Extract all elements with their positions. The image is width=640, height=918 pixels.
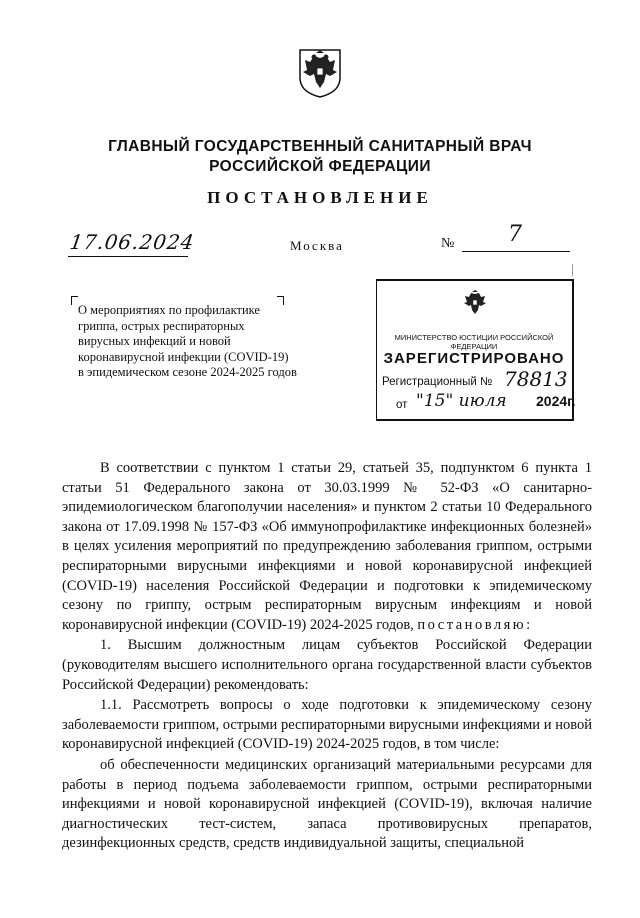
date-underline [68,256,188,257]
russian-coat-of-arms-icon [298,48,342,98]
org-title-line1: ГЛАВНЫЙ ГОСУДАРСТВЕННЫЙ САНИТАРНЫЙ ВРАЧ [108,138,532,155]
resolution-keyword: постановляю: [417,616,533,633]
document-number: 7 [508,222,522,247]
stamp-registered: ЗАРЕГИСТРИРОВАНО [383,350,565,367]
paragraph-1-1-a: об обеспеченности медицинских организаций материальными ресурсами для работы в период подъема заболеваемости гриппом, острыми респираторными инфекциями и новой коронавирусной инфекцией (COVID-19), включая наличие диагностических тест-систем, запаса противовирусных препаратов, дезинфекционных средств, средств индивидуальной защиты, специальной [62,756,592,852]
document-body [62,459,592,854]
org-title-line2: РОССИЙСКОЙ ФЕДЕРАЦИИ [209,158,431,175]
number-underline [462,251,570,252]
title-line: вирусных инфекций и новой [78,334,231,348]
stamp-ministry: МИНИСТЕРСТВО ЮСТИЦИИ РОССИЙСКОЙ ФЕДЕРАЦИИ [394,333,554,351]
stamp-date: "15" июля [416,391,507,411]
paragraph-1: 1. Высшим должностным лицам субъектов Российской Федерации (руководителям высшего исполнительного органа государственной власти субъектов Российской Федерации) рекомендовать: [62,637,592,693]
stamp-reg-number: 78813 [504,367,568,391]
margin-mark [572,264,574,276]
title-line: коронавирусной инфекции (COVID-19) [78,349,289,364]
stamp-reg-label: Регистрационный № [382,376,493,388]
paragraph-preamble [62,459,592,635]
city: Москва [290,238,344,253]
number-label: № [441,236,455,251]
document-title [78,303,318,381]
preamble-text: В соответствии с пунктом 1 статьи 29, статьей 35, подпунктом 6 пункта 1 статьи 51 Федерального закона от 30.03.1999 № 52-ФЗ «О санитарно-эпидемиологическом благополучии населения» и пунктом 2 статьи 10 Федерального закона от 17.09.1998 № 157-ФЗ «Об иммунопрофилактике инфекционных болезней» в целях усиления мероприятий по предупреждению заболевания гриппом, острыми респираторными вирусными инфекциями и новой коронавирусной инфекцией (COVID-19) населения Российской Федерации и подготовки к эпидемическому сезону по гриппу, острым респираторным вирусным инфекциям и новой коронавирусной инфекции (COVID-19) 2024-2025 годов, [62,460,592,633]
title-line: в эпидемическом сезоне 2024-2025 годов [78,365,297,379]
title-bracket-left [71,296,78,305]
title-line: О мероприятиях по профилактике [78,303,260,317]
paragraph-1-1: 1.1. Рассмотреть вопросы о ходе подготовки к эпидемическому сезону заболеваемости гриппом, острыми респираторными вирусными инфекциями и новой коронавирусной инфекцией (COVID-19) 2024-2025 годов, в том числе: [62,697,592,753]
stamp-from-label: от [396,399,408,411]
document-type: ПОСТАНОВЛЕНИЕ [207,188,433,207]
document-date: 17.06.2024 [68,230,197,254]
registration-stamp [376,279,574,421]
title-line: гриппа, острых респираторных [78,318,245,333]
stamp-emblem-icon [461,289,489,317]
stamp-year: 2024г. [536,393,576,409]
